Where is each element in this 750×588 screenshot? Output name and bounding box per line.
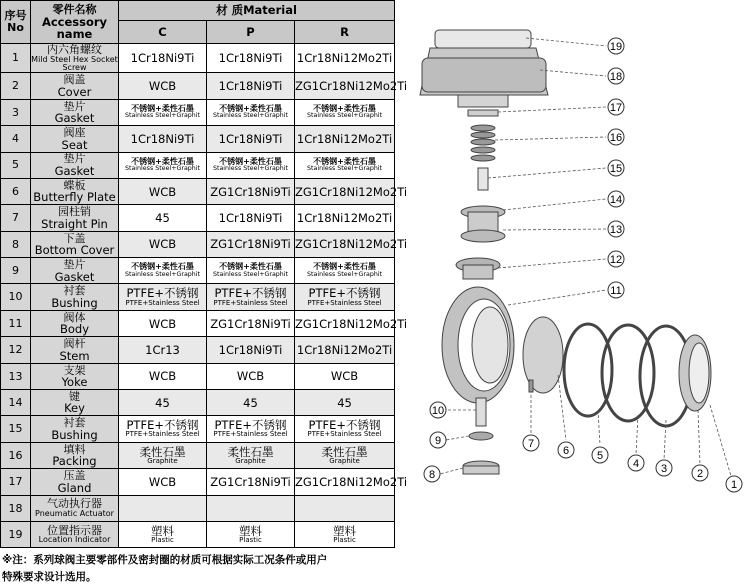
- material-zh: 不锈钢+柔性石墨: [219, 103, 282, 113]
- row-number: 19: [1, 521, 31, 547]
- material-r: [295, 258, 395, 284]
- footnote-line-1: ※注：系列球阀主要零部件及密封圈的材质可根据实际工况条件或用户: [2, 554, 328, 566]
- part-name-en: Pneumatic Actuator: [35, 508, 114, 518]
- material-r: [295, 416, 395, 442]
- material-sub: PTFE+Stainless Steel: [213, 298, 288, 307]
- part-name-en: Straight Pin: [41, 216, 108, 231]
- callout-15: [608, 160, 624, 176]
- material-c: [119, 284, 207, 310]
- part-name-en: Bushing: [51, 295, 98, 310]
- part-name-en: Butterfly Plate: [33, 190, 116, 205]
- material-c: WCB: [119, 73, 207, 99]
- row-number: 12: [1, 337, 31, 363]
- part-name: [31, 178, 119, 204]
- material-main: PTFE+不锈钢: [308, 418, 381, 433]
- table-row: [1, 205, 395, 231]
- material-c: 1Cr13: [119, 337, 207, 363]
- callout-11: [608, 282, 624, 298]
- table-row: [1, 231, 395, 257]
- material-main: 柔性石墨: [139, 444, 186, 459]
- part-name-en: Body: [59, 322, 90, 337]
- callout-label: 3: [660, 463, 668, 475]
- table-row: [1, 495, 395, 521]
- part-name-zh: 位置指示器: [47, 523, 102, 537]
- row-number: 3: [1, 99, 31, 125]
- part-name: [31, 337, 119, 363]
- part-name-en: Gasket: [54, 269, 95, 284]
- material-main: PTFE+不锈钢: [126, 418, 199, 433]
- material-p: 45: [207, 390, 295, 416]
- callout-12: [608, 251, 624, 267]
- table-row: [1, 99, 395, 125]
- table-row: [1, 416, 395, 442]
- callout-label: 1: [730, 479, 738, 491]
- part-name-en: Bottom Cover: [34, 243, 115, 258]
- footnote: [2, 552, 402, 586]
- material-zh: 不锈钢+柔性石墨: [131, 262, 194, 272]
- part-name-zh: 垫片: [63, 99, 86, 113]
- material-en: Stainless Steel+Graphit: [307, 270, 383, 278]
- callout-label: 16: [609, 132, 623, 144]
- material-c: [119, 416, 207, 442]
- material-en: Stainless Steel+Graphit: [124, 112, 201, 120]
- material-p: [207, 442, 295, 468]
- material-p: 1Cr18Ni9Ti: [207, 205, 295, 231]
- material-sub: PTFE+Stainless Steel: [125, 430, 200, 439]
- material-c: 1Cr18Ni9Ti: [119, 126, 207, 152]
- material-main: 塑料: [239, 523, 262, 538]
- table-row: [1, 390, 395, 416]
- material-main: 柔性石墨: [321, 444, 368, 459]
- part-name: [31, 521, 119, 547]
- part-name: [31, 284, 119, 310]
- material-main: 塑料: [151, 523, 174, 538]
- material-p: 1Cr18Ni9Ti: [207, 337, 295, 363]
- table-row: [1, 258, 395, 284]
- part-name: [31, 416, 119, 442]
- row-number: 15: [1, 416, 31, 442]
- part-name: [31, 44, 119, 73]
- part-name-en: Cover: [57, 84, 92, 99]
- material-c: [119, 521, 207, 547]
- material-p: [207, 284, 295, 310]
- header-col-p: P: [207, 21, 295, 44]
- material-p: 1Cr18Ni9Ti: [207, 126, 295, 152]
- material-c: [119, 442, 207, 468]
- part-name: [31, 99, 119, 125]
- material-c: 45: [119, 205, 207, 231]
- row-number: 10: [1, 284, 31, 310]
- part-name-en: Location Indicator: [38, 535, 111, 545]
- part-name-zh: 键: [69, 389, 80, 403]
- material-p: [207, 152, 295, 178]
- table-row: [1, 73, 395, 99]
- part-name: [31, 469, 119, 495]
- material-p: ZG1Cr18Ni9Ti: [207, 231, 295, 257]
- material-en: Stainless Steel+Graphit: [212, 270, 289, 278]
- material-r: [295, 284, 395, 310]
- material-c: [119, 258, 207, 284]
- material-c: 1Cr18Ni9Ti: [119, 44, 207, 73]
- row-number: 6: [1, 178, 31, 204]
- material-zh: 不锈钢+柔性石墨: [131, 103, 194, 113]
- table-row: [1, 178, 395, 204]
- material-r: 1Cr18Ni12Mo2Ti: [295, 44, 395, 73]
- material-c: WCB: [119, 178, 207, 204]
- part-name-zh: 蝶板: [63, 178, 86, 192]
- material-c: WCB: [119, 310, 207, 336]
- material-p: [207, 99, 295, 125]
- material-main: 柔性石墨: [227, 444, 274, 459]
- material-c: [119, 495, 207, 521]
- material-en: Stainless Steel+Graphit: [212, 165, 289, 173]
- material-r: 45: [295, 390, 395, 416]
- table-row: [1, 152, 395, 178]
- material-c: WCB: [119, 363, 207, 389]
- material-main: PTFE+不锈钢: [214, 286, 287, 301]
- part-name-en: Gasket: [54, 163, 95, 178]
- part-name-en: Stem: [59, 348, 90, 363]
- table-row: [1, 521, 395, 547]
- material-p: 1Cr18Ni9Ti: [207, 44, 295, 73]
- part-name-zh: 支架: [63, 363, 86, 377]
- callout-13: [608, 221, 624, 237]
- material-p: 1Cr18Ni9Ti: [207, 73, 295, 99]
- callout-14: [608, 191, 624, 207]
- material-p: ZG1Cr18Ni9Ti: [207, 178, 295, 204]
- row-number: 11: [1, 310, 31, 336]
- part-name-zh: 垫片: [63, 152, 86, 166]
- material-sub: Plastic: [151, 536, 174, 545]
- row-number: 4: [1, 126, 31, 152]
- material-r: ZG1Cr18Ni12Mo2Ti: [295, 231, 395, 257]
- row-number: 7: [1, 205, 31, 231]
- part-name-en: Gasket: [54, 111, 95, 126]
- material-p: ZG1Cr18Ni9Ti: [207, 469, 295, 495]
- material-c: WCB: [119, 231, 207, 257]
- callout-8: [424, 466, 440, 482]
- part-name-zh: 阀座: [63, 126, 86, 139]
- row-number: 9: [1, 258, 31, 284]
- part-name: [31, 205, 119, 231]
- callout-19: [608, 38, 624, 54]
- part-name-zh: 衬套: [63, 416, 86, 430]
- callout-label: 18: [609, 71, 623, 83]
- part-name-en: Key: [64, 401, 85, 416]
- material-sub: Graphite: [329, 456, 360, 465]
- material-r: WCB: [295, 363, 395, 389]
- callout-label: 10: [431, 405, 445, 417]
- material-sub: PTFE+Stainless Steel: [307, 298, 382, 307]
- part-name-zh: 垫片: [63, 257, 86, 271]
- part-name: [31, 73, 119, 99]
- row-number: 16: [1, 442, 31, 468]
- callout-6: [558, 442, 574, 458]
- header-name: 零件名称 Accessory name: [31, 1, 119, 44]
- row-number: 2: [1, 73, 31, 99]
- row-number: 18: [1, 495, 31, 521]
- material-r: ZG1Cr18Ni12Mo2Ti: [295, 73, 395, 99]
- table-row: [1, 363, 395, 389]
- material-p: [207, 521, 295, 547]
- table-row: [1, 469, 395, 495]
- callout-2: [692, 465, 708, 481]
- table-row: [1, 310, 395, 336]
- part-name: [31, 363, 119, 389]
- material-p: ZG1Cr18Ni9Ti: [207, 310, 295, 336]
- callout-label: 14: [609, 194, 623, 206]
- header-material: 材 质Material: [119, 1, 395, 21]
- callout-10: [430, 402, 446, 418]
- material-main: PTFE+不锈钢: [214, 418, 287, 433]
- material-r: 1Cr18Ni12Mo2Ti: [295, 337, 395, 363]
- callout-label: 5: [596, 450, 604, 462]
- material-zh: 不锈钢+柔性石墨: [219, 262, 282, 272]
- part-name-zh: 气动执行器: [47, 497, 102, 511]
- row-number: 14: [1, 390, 31, 416]
- row-number: 13: [1, 363, 31, 389]
- material-en: Stainless Steel+Graphit: [124, 165, 201, 173]
- material-zh: 不锈钢+柔性石墨: [313, 103, 376, 113]
- part-name-en: Seat: [61, 137, 88, 152]
- callout-label: 4: [632, 458, 640, 470]
- material-p: [207, 416, 295, 442]
- callout-label: 13: [609, 224, 623, 236]
- material-en: Stainless Steel+Graphit: [212, 112, 289, 120]
- callout-18: [608, 68, 624, 84]
- header-col-r: R: [295, 21, 395, 44]
- material-r: ZG1Cr18Ni12Mo2Ti: [295, 469, 395, 495]
- callout-17: [608, 99, 624, 115]
- callout-9: [430, 432, 446, 448]
- table-row: [1, 284, 395, 310]
- part-name-zh: 阀杆: [63, 337, 86, 351]
- material-zh: 不锈钢+柔性石墨: [219, 156, 282, 166]
- material-sub: PTFE+Stainless Steel: [125, 298, 200, 307]
- part-name-zh: 填料: [63, 442, 86, 456]
- callout-4: [628, 455, 644, 471]
- callout-label: 7: [527, 438, 535, 450]
- part-name: [31, 126, 119, 152]
- material-r: [295, 521, 395, 547]
- callout-3: [656, 460, 672, 476]
- part-name: [31, 495, 119, 521]
- material-zh: 不锈钢+柔性石墨: [313, 156, 376, 166]
- row-number: 1: [1, 44, 31, 73]
- part-name: [31, 310, 119, 336]
- part-name: [31, 390, 119, 416]
- callout-label: 15: [609, 163, 623, 175]
- callout-label: 19: [609, 41, 623, 53]
- row-number: 8: [1, 231, 31, 257]
- part-name-en: Bushing: [51, 427, 98, 442]
- material-zh: 不锈钢+柔性石墨: [313, 262, 376, 272]
- part-name: [31, 231, 119, 257]
- material-c: [119, 99, 207, 125]
- part-name-zh: 园柱销: [58, 205, 91, 219]
- row-number: 17: [1, 469, 31, 495]
- callout-7: [523, 435, 539, 451]
- material-r: [295, 152, 395, 178]
- callout-label: 6: [562, 445, 570, 457]
- part-name-zh: 衬套: [63, 284, 86, 298]
- part-name: [31, 258, 119, 284]
- material-zh: 不锈钢+柔性石墨: [131, 156, 194, 166]
- material-main: PTFE+不锈钢: [126, 286, 199, 301]
- material-p: [207, 495, 295, 521]
- material-main: PTFE+不锈钢: [308, 286, 381, 301]
- part-name: [31, 442, 119, 468]
- material-c: 45: [119, 390, 207, 416]
- packing-rings-shape: [471, 125, 495, 161]
- material-en: Stainless Steel+Graphit: [307, 165, 383, 173]
- material-sub: PTFE+Stainless Steel: [307, 430, 382, 439]
- row-number: 5: [1, 152, 31, 178]
- table-row: [1, 44, 395, 73]
- callout-label: 11: [610, 285, 622, 297]
- part-name-en: Yoke: [61, 375, 88, 390]
- material-c: WCB: [119, 469, 207, 495]
- material-sub: Plastic: [333, 536, 356, 545]
- part-name-zh: 内六角螺纹: [47, 43, 102, 56]
- material-p: [207, 258, 295, 284]
- material-p: WCB: [207, 363, 295, 389]
- table-row: [1, 126, 395, 152]
- part-name-en: Mild Steel Hex Socket Screw: [31, 54, 118, 72]
- part-name-zh: 下盖: [63, 231, 86, 245]
- part-name-zh: 阀体: [63, 310, 86, 324]
- material-c: [119, 152, 207, 178]
- valve-body-shape: [442, 287, 514, 403]
- table-row: [1, 337, 395, 363]
- callout-label: 17: [609, 102, 623, 114]
- callout-label: 12: [609, 254, 623, 266]
- material-r: [295, 442, 395, 468]
- callout-label: 2: [696, 468, 704, 480]
- part-name-zh: 压盖: [63, 469, 86, 483]
- part-name-zh: 阀盖: [63, 73, 86, 87]
- material-r: [295, 99, 395, 125]
- material-main: 塑料: [333, 523, 357, 538]
- material-r: 1Cr18Ni12Mo2Ti: [295, 205, 395, 231]
- material-r: ZG1Cr18Ni12Mo2Ti: [295, 310, 395, 336]
- material-en: Stainless Steel+Graphit: [124, 270, 201, 278]
- material-sub: Graphite: [235, 456, 266, 465]
- footnote-line-2: 特殊要求设计选用。: [2, 571, 97, 583]
- part-name: [31, 152, 119, 178]
- material-r: 1Cr18Ni12Mo2Ti: [295, 126, 395, 152]
- pneumatic-actuator-shape: [420, 30, 548, 107]
- material-sub: PTFE+Stainless Steel: [213, 430, 288, 439]
- callout-1: [726, 476, 742, 492]
- header-no: 序号 No: [1, 1, 31, 44]
- callout-label: 9: [434, 435, 442, 447]
- part-name-en: Gland: [57, 480, 92, 495]
- callout-16: [608, 129, 624, 145]
- material-r: ZG1Cr18Ni12Mo2Ti: [295, 178, 395, 204]
- table-row: [1, 442, 395, 468]
- callout-5: [592, 447, 608, 463]
- material-sub: Plastic: [239, 536, 262, 545]
- callout-label: 8: [428, 469, 436, 481]
- material-r: [295, 495, 395, 521]
- part-name-en: Packing: [52, 454, 97, 469]
- material-sub: Graphite: [147, 456, 178, 465]
- exploded-view-drawing: [398, 0, 750, 588]
- material-en: Stainless Steel+Graphit: [307, 112, 383, 120]
- header-col-c: C: [119, 21, 207, 44]
